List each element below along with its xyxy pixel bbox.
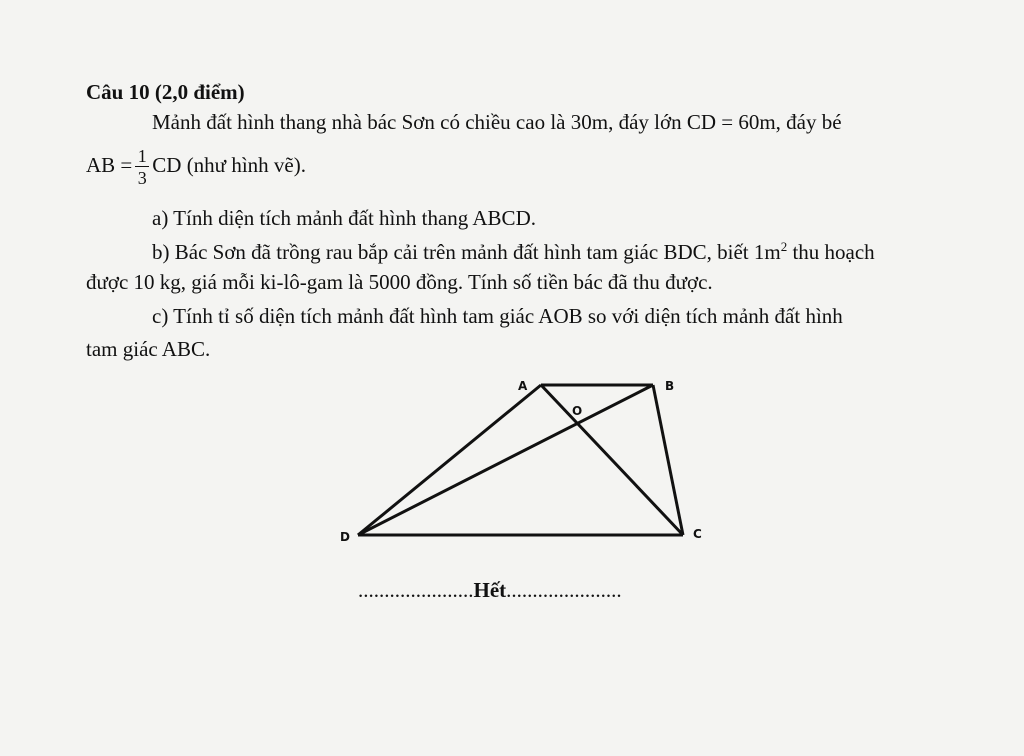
- intro-line-1: Mảnh đất hình thang nhà bác Sơn có chiều cao là 30m, đáy lớn CD = 60m, đáy bé: [152, 110, 842, 134]
- ab-suffix: CD (như hình vẽ).: [152, 152, 306, 177]
- diagonal-bd: [358, 385, 653, 535]
- part-c-line-2: tam giác ABC.: [86, 337, 211, 361]
- squared-superscript: 2: [780, 239, 788, 254]
- part-c-line-1: c) Tính tỉ số diện tích mảnh đất hình tam giác AOB so với diện tích mảnh đất hình: [152, 304, 843, 328]
- vertex-label-b: B: [665, 379, 675, 393]
- part-b-line-1-end: thu hoạch: [787, 240, 875, 264]
- vertex-label-a: A: [518, 379, 528, 393]
- part-b-line-2: được 10 kg, giá mỗi ki-lô-gam là 5000 đồng. Tính số tiền bác đã thu được.: [86, 270, 713, 294]
- fraction-numerator: 1: [137, 146, 147, 166]
- vertex-label-c: C: [693, 527, 702, 541]
- part-b-line-1-text: b) Bác Sơn đã trồng rau bắp cải trên mảnh đất hình tam giác BDC, biết 1m: [152, 240, 781, 264]
- end-dots-left: ......................: [358, 578, 474, 602]
- ab-prefix: AB =: [86, 152, 133, 177]
- end-dots-right: ......................: [506, 578, 622, 602]
- fraction-denominator: 3: [137, 168, 147, 188]
- vertex-label-o: O: [572, 404, 583, 418]
- vertex-label-d: D: [340, 530, 350, 544]
- question-title: Câu 10 (2,0 điểm): [86, 80, 245, 104]
- end-text: Hết: [473, 578, 507, 602]
- side-bc: [653, 385, 683, 535]
- side-da: [358, 385, 541, 535]
- part-a: a) Tính diện tích mảnh đất hình thang ABCD.: [152, 206, 536, 230]
- end-marker: [358, 580, 622, 601]
